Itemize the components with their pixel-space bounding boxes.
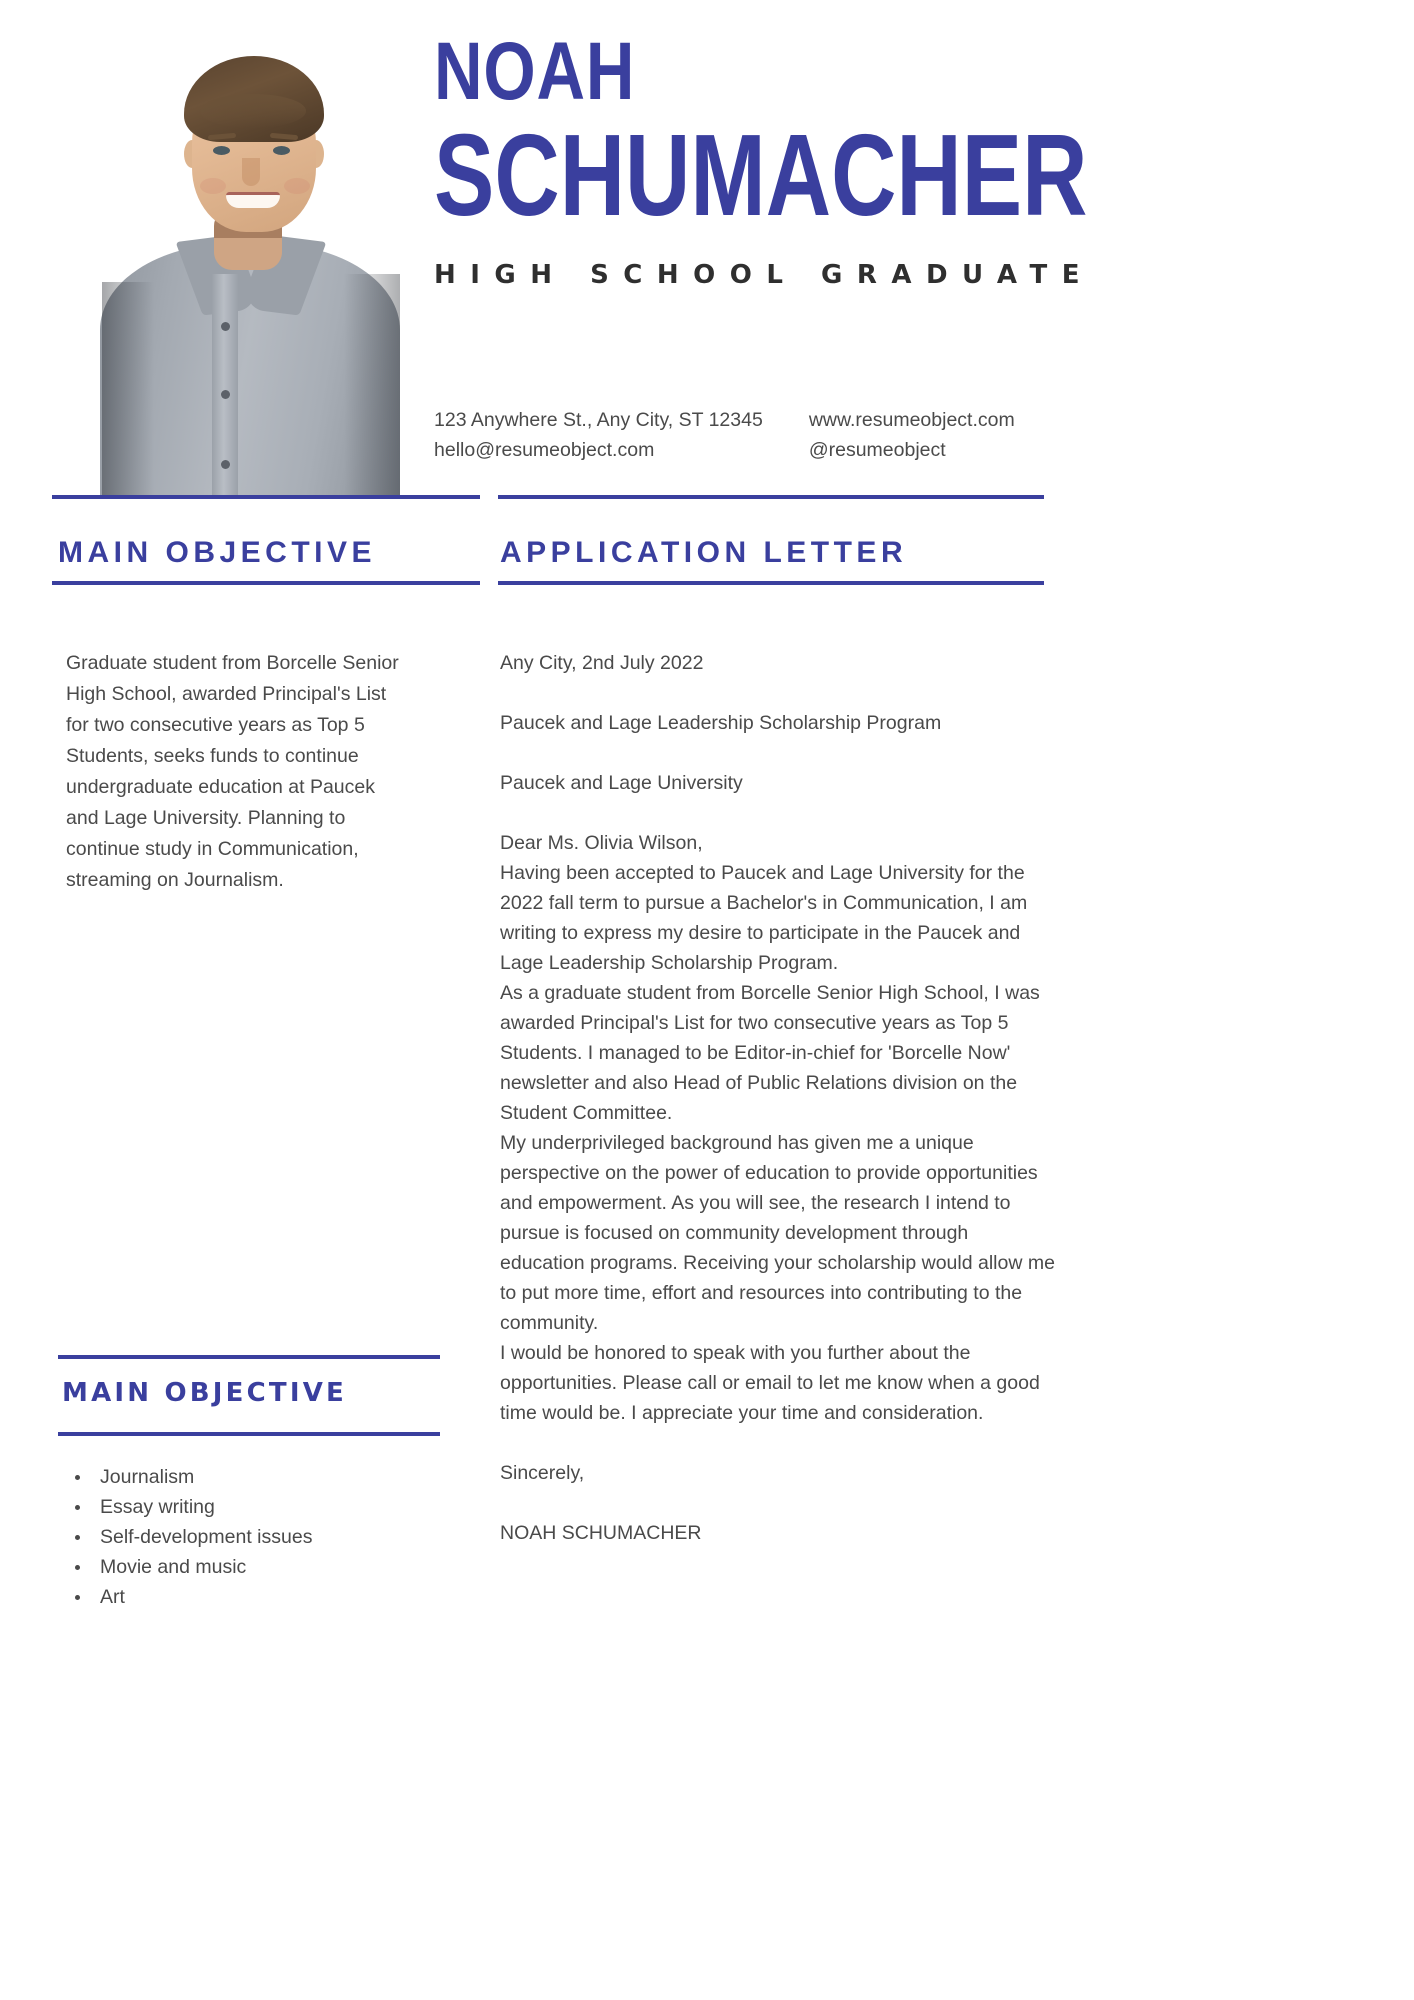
portrait-canvas [72, 12, 422, 498]
spacer [500, 738, 1056, 768]
cheek-right [284, 178, 310, 194]
job-title: HIGH SCHOOL GRADUATE [434, 260, 1094, 290]
skills-list [92, 1462, 432, 1612]
cheek-left [200, 178, 226, 194]
contact-info [434, 405, 1034, 465]
letter-program: Paucek and Lage Leadership Scholarship Program [500, 712, 942, 734]
main-objective-body: Graduate student from Borcelle Senior High School, awarded Principal's List for two consecutive years as Top 5 Students, seeks funds to continue undergraduate education at Paucek and Lage University. Planning to continue study in Communication, streaming on Journalism. [66, 652, 399, 891]
portrait-photo [72, 12, 422, 498]
divider-skills-top [58, 1355, 440, 1359]
contact-address: 123 Anywhere St., Any City, ST 12345 [434, 409, 763, 431]
contact-website[interactable]: www.resumeobject.com [808, 409, 1015, 431]
contact-column-right [809, 405, 1015, 465]
list-item: • Journalism [92, 1462, 432, 1492]
letter-paragraph-4: I would be honored to speak with you further about the opportunities. Please call or email to let me know when a good time would be. I appreciate your time and consideration. [500, 1342, 1040, 1424]
shirt-shadow-right [344, 274, 400, 498]
divider-letter [498, 581, 1044, 585]
letter-salutation: Dear Ms. Olivia Wilson, [500, 832, 703, 854]
list-item: • Movie and music [92, 1552, 432, 1582]
shirt-button [221, 460, 230, 469]
divider-objective [52, 581, 480, 585]
list-item: • Essay writing [92, 1492, 432, 1522]
section-title-main-objective: MAIN OBJECTIVE [58, 536, 377, 569]
divider-skills-bottom [58, 1432, 440, 1436]
letter-closing: Sincerely, [500, 1462, 585, 1484]
last-name: SCHUMACHER [434, 110, 1088, 240]
application-letter-body [500, 648, 1056, 1548]
letter-date: Any City, 2nd July 2022 [500, 652, 704, 674]
first-name: NOAH [434, 26, 636, 117]
section-title-application-letter: APPLICATION LETTER [500, 536, 908, 569]
letter-university: Paucek and Lage University [500, 772, 743, 794]
contact-column-left [434, 405, 763, 465]
contact-social[interactable]: @resumeobject [808, 439, 946, 461]
eye-right [273, 146, 290, 155]
spacer [500, 1488, 1056, 1518]
mouth-shape [226, 192, 280, 208]
shirt-button [221, 322, 230, 331]
list-item: • Self-development issues [92, 1522, 432, 1552]
divider-top-left [52, 495, 480, 499]
divider-top-right [498, 495, 1044, 499]
spacer [500, 678, 1056, 708]
letter-paragraph-1: Having been accepted to Paucek and Lage University for the 2022 fall term to pursue a Bachelor's in Communication, I am writing to express my desire to participate in the Paucek and Lage Leadership Scholarship Program. [500, 862, 1028, 974]
shirt-shadow-left [102, 282, 154, 498]
list-item: • Art [92, 1582, 432, 1612]
contact-email[interactable]: hello@resumeobject.com [434, 439, 655, 461]
eye-left [213, 146, 230, 155]
spacer [500, 798, 1056, 828]
shirt-button [221, 390, 230, 399]
resume-header [0, 0, 1414, 500]
letter-signature: NOAH SCHUMACHER [500, 1522, 702, 1544]
letter-paragraph-2: As a graduate student from Borcelle Senior High School, I was awarded Principal's List for two consecutive years as Top 5 Students. I managed to be Editor-in-chief for 'Borcelle Now' newsletter and also Head of Public Relations division on the Student Committee. [500, 982, 1040, 1124]
section-title-skills: MAIN OBJECTIVE [62, 1378, 348, 1408]
letter-paragraph-3: My underprivileged background has given me a unique perspective on the power of education to provide opportunities and empowerment. As you will see, the research I intend to pursue is focused on community development through education programs. Receiving your scholarship would allow me to put more time, effort and resources into contributing to the community. [500, 1132, 1055, 1334]
spacer [500, 1428, 1056, 1458]
hair-shape [184, 56, 324, 142]
name-block [434, 26, 1094, 290]
nose-shape [242, 158, 260, 186]
